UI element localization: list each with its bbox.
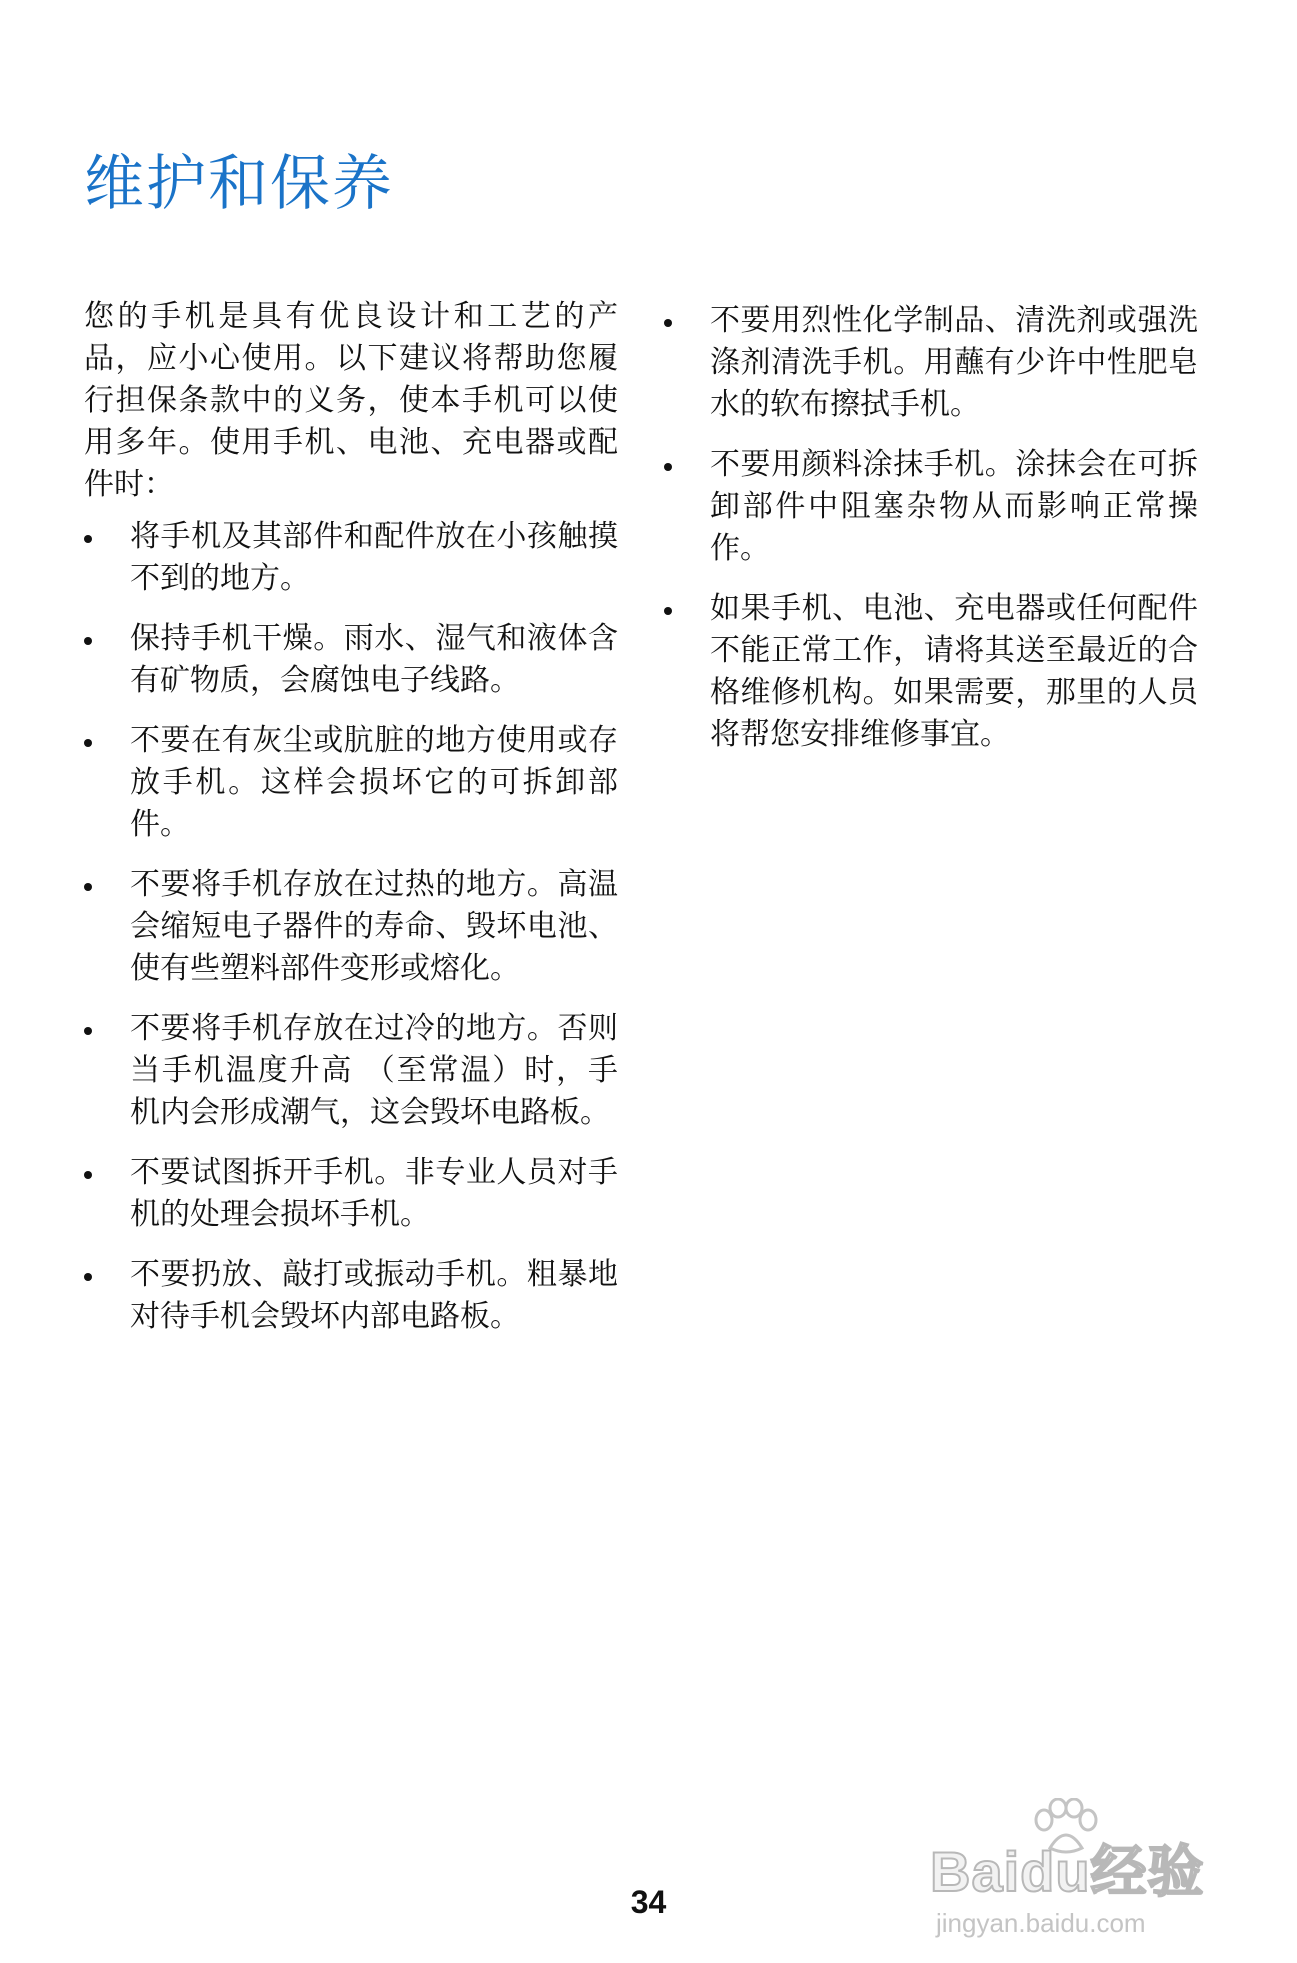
bullet-icon [84, 1027, 92, 1035]
list-item-text: 保持手机干燥。雨水、湿气和液体含有矿物质，会腐蚀电子线路。 [130, 621, 618, 698]
right-bullet-list [664, 300, 1198, 756]
list-item [664, 300, 1198, 426]
intro-paragraph: 您的手机是具有优良设计和工艺的产品，应小心使用。以下建议将帮助您履行担保条款中的义务，使本手机可以使用多年。使用手机、电池、充电器或配件时： [84, 299, 618, 502]
bullet-icon [84, 1273, 92, 1281]
list-item [84, 1152, 618, 1236]
bullet-icon [84, 637, 92, 645]
bullet-icon [84, 883, 92, 891]
bullet-icon [664, 607, 672, 615]
list-item [84, 1254, 618, 1338]
page-number: 34 [630, 1884, 667, 1920]
list-item [84, 1008, 618, 1134]
list-item-text: 将手机及其部件和配件放在小孩触摸不到的地方。 [130, 519, 618, 596]
right-column [664, 300, 1198, 774]
list-item [84, 720, 618, 846]
left-bullet-list [84, 516, 618, 1338]
list-item-text: 不要扔放、敲打或振动手机。粗暴地对待手机会毁坏内部电路板。 [130, 1257, 618, 1334]
list-item-text: 不要将手机存放在过冷的地方。否则当手机温度升高 （至常温）时，手机内会形成潮气，这会毁坏电路板。 [130, 1011, 618, 1130]
list-item [664, 444, 1198, 570]
bullet-icon [84, 1171, 92, 1179]
list-item-text: 不要用烈性化学制品、清洗剂或强洗涤剂清洗手机。用蘸有少许中性肥皂水的软布擦拭手机。 [710, 303, 1198, 422]
list-item-text: 不要试图拆开手机。非专业人员对手机的处理会损坏手机。 [130, 1155, 618, 1232]
bullet-icon [84, 739, 92, 747]
list-item-text: 不要用颜料涂抹手机。涂抹会在可拆卸部件中阻塞杂物从而影响正常操作。 [710, 447, 1198, 566]
list-item [84, 618, 618, 702]
list-item [84, 864, 618, 990]
list-item [84, 516, 618, 600]
watermark-brand: Baidu经验 [930, 1840, 1205, 1903]
left-column [84, 296, 618, 1356]
bullet-icon [664, 319, 672, 327]
baidu-watermark [930, 1798, 1230, 1948]
list-item-text: 不要在有灰尘或肮脏的地方使用或存放手机。这样会损坏它的可拆卸部件。 [130, 723, 618, 842]
list-item-text: 如果手机、电池、充电器或任何配件不能正常工作，请将其送至最近的合格维修机构。如果需要，那里的人员将帮您安排维修事宜。 [710, 591, 1198, 752]
page-title: 维护和保养 [84, 149, 394, 219]
bullet-icon [664, 463, 672, 471]
bullet-icon [84, 535, 92, 543]
list-item [664, 588, 1198, 756]
list-item-text: 不要将手机存放在过热的地方。高温会缩短电子器件的寿命、毁坏电池、使有些塑料部件变形或熔化。 [130, 867, 618, 986]
watermark-url: jingyan.baidu.com [936, 1908, 1146, 1938]
